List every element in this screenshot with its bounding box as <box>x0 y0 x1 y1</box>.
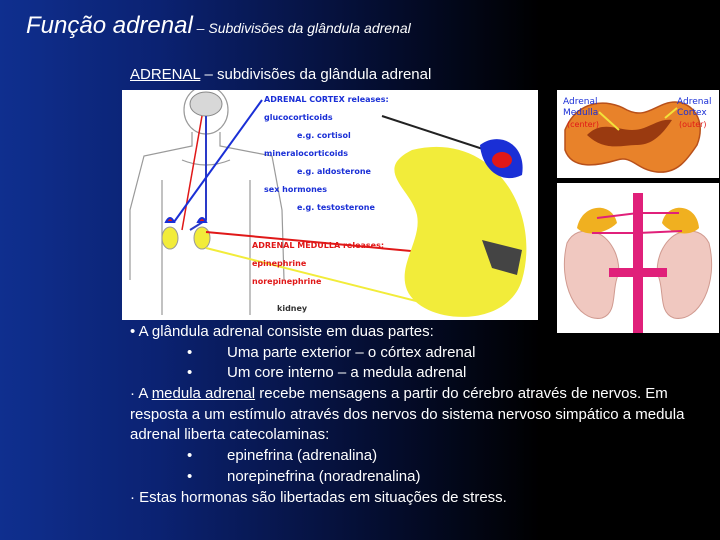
p2-rest: recebe mensagens a partir do cérebro através de nervos. Em resposta a um estímulo através dos nervos do sistema nervoso simpático a medula adrenal liberta catecolaminas: <box>130 385 685 444</box>
label-glucocorticoids: glucocorticoids <box>264 113 333 122</box>
text-2: Uma parte exterior – o córtex adrenal <box>227 343 476 361</box>
label-testosterone: e.g. testosterone <box>297 203 375 212</box>
cortex-pointer-line <box>382 116 492 152</box>
label-epinephrine: epinephrine <box>252 259 307 268</box>
bullet-4: • <box>187 447 193 465</box>
heading-underlined: ADRENAL <box>130 66 201 83</box>
body-line-2 <box>130 343 715 364</box>
kidneys-vessels-figure <box>557 183 719 333</box>
text-3: Um core interno – a medula adrenal <box>227 364 467 382</box>
label-cortex-line3: (outer) <box>679 120 707 129</box>
label-aldosterone: e.g. aldosterone <box>297 167 371 176</box>
small-adrenal-left <box>166 218 174 222</box>
p2-start: · A <box>130 385 152 403</box>
small-kidney-left <box>162 227 178 249</box>
label-medulla-header: ADRENAL MEDULLA releases: <box>252 241 385 250</box>
bullet-3: • <box>187 364 193 382</box>
text-4: epinefrina (adrenalina) <box>227 447 378 465</box>
body-line-3 <box>130 363 715 384</box>
adrenal-figure <box>122 90 538 320</box>
adrenal-figure-svg <box>122 90 538 320</box>
label-cortex-header: ADRENAL CORTEX releases: <box>264 95 389 104</box>
bullet-2: • <box>187 343 193 361</box>
body-paragraph-2 <box>130 384 715 446</box>
body-text <box>130 322 715 508</box>
brain-shape <box>190 92 222 116</box>
body-line-1: • A glândula adrenal consiste em duas partes: <box>130 323 434 340</box>
cortex-leader-line <box>174 100 262 222</box>
body-line-6: · Estas hormonas são libertadas em situações de stress. <box>130 488 507 506</box>
label-kidney: kidney <box>277 304 308 313</box>
label-cortex-line1: Adrenal <box>677 97 712 107</box>
label-medulla-line1: Adrenal <box>563 97 598 107</box>
adrenal-section-figure <box>557 90 719 178</box>
title-dash: – <box>192 20 209 36</box>
medula-adrenal-link[interactable]: medula adrenal <box>151 385 256 403</box>
label-mineralocorticoids: mineralocorticoids <box>264 149 348 158</box>
title-main: Função adrenal <box>26 12 193 39</box>
label-sex-hormones: sex hormones <box>264 185 327 194</box>
adrenal-right <box>662 208 699 234</box>
label-cortex-line2: Cortex <box>677 108 707 118</box>
label-medulla-line2: Medulla <box>563 108 599 118</box>
body-line-4 <box>130 446 715 467</box>
body-line-5 <box>130 467 715 488</box>
bullet-5: • <box>187 467 193 485</box>
slide-title <box>26 12 411 40</box>
kidneys-vessels-svg <box>557 183 719 333</box>
small-adrenal-right <box>198 218 206 222</box>
large-adrenal-medulla <box>492 152 512 168</box>
text-5: norepinefrina (noradrenalina) <box>227 467 421 485</box>
heading-rest: – subdivisões da glândula adrenal <box>200 66 432 83</box>
section-heading <box>130 66 431 83</box>
small-kidney-right <box>194 227 210 249</box>
label-norepinephrine: norepinephrine <box>252 277 322 286</box>
label-cortisol: e.g. cortisol <box>297 131 351 140</box>
title-subtitle: Subdivisões da glândula adrenal <box>208 20 411 36</box>
adrenal-left <box>577 208 617 234</box>
label-medulla-line3: (center) <box>567 120 599 129</box>
adrenal-section-svg <box>557 90 719 178</box>
renal-vessels <box>609 268 667 277</box>
